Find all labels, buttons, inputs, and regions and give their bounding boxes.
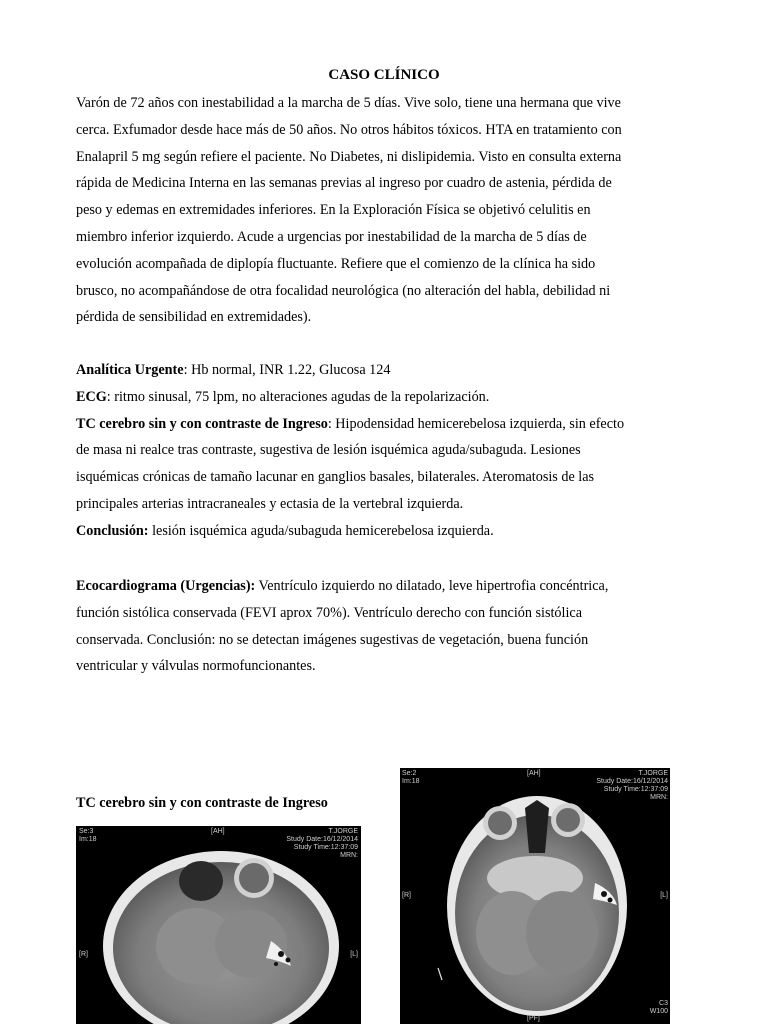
ecg-line <box>76 384 696 411</box>
scan1-anterior: [AH] <box>211 828 225 835</box>
scan1-series: Se:3 <box>79 828 94 835</box>
orbit-eye-left-inner <box>556 808 580 832</box>
scan2-time: Study Time:12:37:09 <box>603 786 668 793</box>
scan1-time: Study Time:12:37:09 <box>293 844 358 851</box>
conclusion-label: Conclusión: <box>76 522 149 539</box>
mastoid-air-cell <box>601 891 607 897</box>
eco-line <box>76 573 696 600</box>
ct-scan-image-1 <box>76 826 361 1024</box>
scan2-left-marker: [L] <box>660 892 668 899</box>
tc-text: : Hipodensidad hemicerebelosa izquierda, sin efecto <box>327 415 625 432</box>
scan2-anterior: [AH] <box>527 770 541 777</box>
scan1-date: Study Date:16/12/2014 <box>286 836 358 843</box>
scan2-posterior: [PF] <box>527 1015 540 1022</box>
tc-line: principales arterias intracraneales y ectasia de la vertebral izquierda. <box>76 495 464 512</box>
intro-line: rápida de Medicina Interna en las semanas previas al ingreso por cuadro de astenia, pérdida de <box>76 175 612 192</box>
analitica-text: : Hb normal, INR 1.22, Glucosa 124 <box>183 362 391 378</box>
conclusion-text: lesión isquémica aguda/subaguda hemicerebelosa izquierda. <box>148 522 494 539</box>
scan2-width: W100 <box>649 1008 668 1015</box>
eco-line: función sistólica conservada (FEVI aprox 70%). Ventrículo derecho con función sistólica <box>76 604 583 621</box>
intro-line: brusco, no acompañándose de otra focalidad neurológica (no alteración del habla, debilidad ni <box>76 282 611 299</box>
tc-label: TC cerebro sin y con contraste de Ingreso <box>76 415 328 432</box>
intro-line: Enalapril 5 mg según refiere el paciente. No Diabetes, ni dislipidemia. Visto en consulta externa <box>76 148 622 165</box>
echo-paragraph <box>76 573 696 680</box>
ct-scan-image-2 <box>400 768 670 1024</box>
intro-line: peso y edemas en extremidades inferiores. En la Exploración Física se objetivó celulitis en <box>76 202 591 219</box>
scan1-right-marker: [R] <box>79 951 88 958</box>
figure-caption: TC cerebro sin y con contraste de Ingreso <box>76 795 328 811</box>
scan2-center: C3 <box>659 1000 668 1007</box>
cerebellum-right <box>526 891 598 975</box>
scan2-mrn: MRN: <box>650 794 668 801</box>
scan-artifact-mark <box>438 968 442 980</box>
findings-paragraph <box>76 357 696 545</box>
ecg-label: ECG <box>76 388 107 405</box>
intro-line: Varón de 72 años con inestabilidad a la marcha de 5 días. Vive solo, tiene una hermana que vive <box>76 95 621 111</box>
orbit-eye-right-inner <box>488 811 512 835</box>
scan1-left-marker: [L] <box>350 951 358 958</box>
mastoid-air-cell <box>608 898 613 903</box>
ct-scan-2-drawing <box>400 768 670 1024</box>
tc-line: de masa ni realce tras contraste, sugestiva de lesión isquémica aguda/subaguda. Lesiones <box>76 442 581 459</box>
sinus-region <box>179 861 223 901</box>
mastoid-air-cell <box>278 951 284 957</box>
tc-line <box>76 411 696 438</box>
eco-line: ventricular y válvulas normofuncionantes. <box>76 658 316 675</box>
sinus-region <box>525 800 549 853</box>
analitica-line <box>76 357 696 384</box>
mastoid-air-cell <box>286 958 291 963</box>
ct-scan-1-drawing <box>76 826 361 1024</box>
scan1-mrn: MRN: <box>340 852 358 859</box>
scan2-date: Study Date:16/12/2014 <box>596 778 668 785</box>
page-title: CASO CLÍNICO <box>328 67 440 83</box>
eco-text: Ventrículo izquierdo no dilatado, leve hipertrofia concéntrica, <box>255 578 609 594</box>
scan2-image: Im:18 <box>402 778 420 785</box>
eco-label: Ecocardiograma (Urgencias): <box>76 578 256 594</box>
scan2-right-marker: [R] <box>402 892 411 899</box>
intro-paragraph <box>76 90 696 331</box>
scan2-series: Se:2 <box>402 770 417 777</box>
tc-line: isquémicas crónicas de tamaño lacunar en ganglios basales, bilaterales. Ateromatosis de las <box>76 469 595 486</box>
cerebellum-right <box>215 910 287 978</box>
mastoid-air-cell <box>274 962 278 966</box>
analitica-label: Analítica Urgente <box>76 362 184 378</box>
intro-line: evolución acompañada de diplopía fluctuante. Refiere que el comienzo de la clínica ha sido <box>76 255 596 272</box>
intro-line: cerca. Exfumador desde hace más de 50 años. No otros hábitos tóxicos. HTA en tratamiento con <box>76 121 622 138</box>
conclusion-line <box>76 518 696 545</box>
scan1-image: Im:18 <box>79 836 97 843</box>
scan2-patient: T.JORGE <box>638 770 668 777</box>
intro-line: miembro inferior izquierdo. Acude a urgencias por inestabilidad de la marcha de 5 días de <box>76 228 587 245</box>
ecg-text: : ritmo sinusal, 75 lpm, no alteraciones agudas de la repolarización. <box>106 388 490 405</box>
orbit-eye-inner <box>239 863 269 893</box>
intro-line: pérdida de sensibilidad en extremidades). <box>76 309 312 326</box>
eco-line: conservada. Conclusión: no se detectan imágenes sugestivas de vegetación, buena función <box>76 631 589 648</box>
scan1-patient: T.JORGE <box>328 828 358 835</box>
